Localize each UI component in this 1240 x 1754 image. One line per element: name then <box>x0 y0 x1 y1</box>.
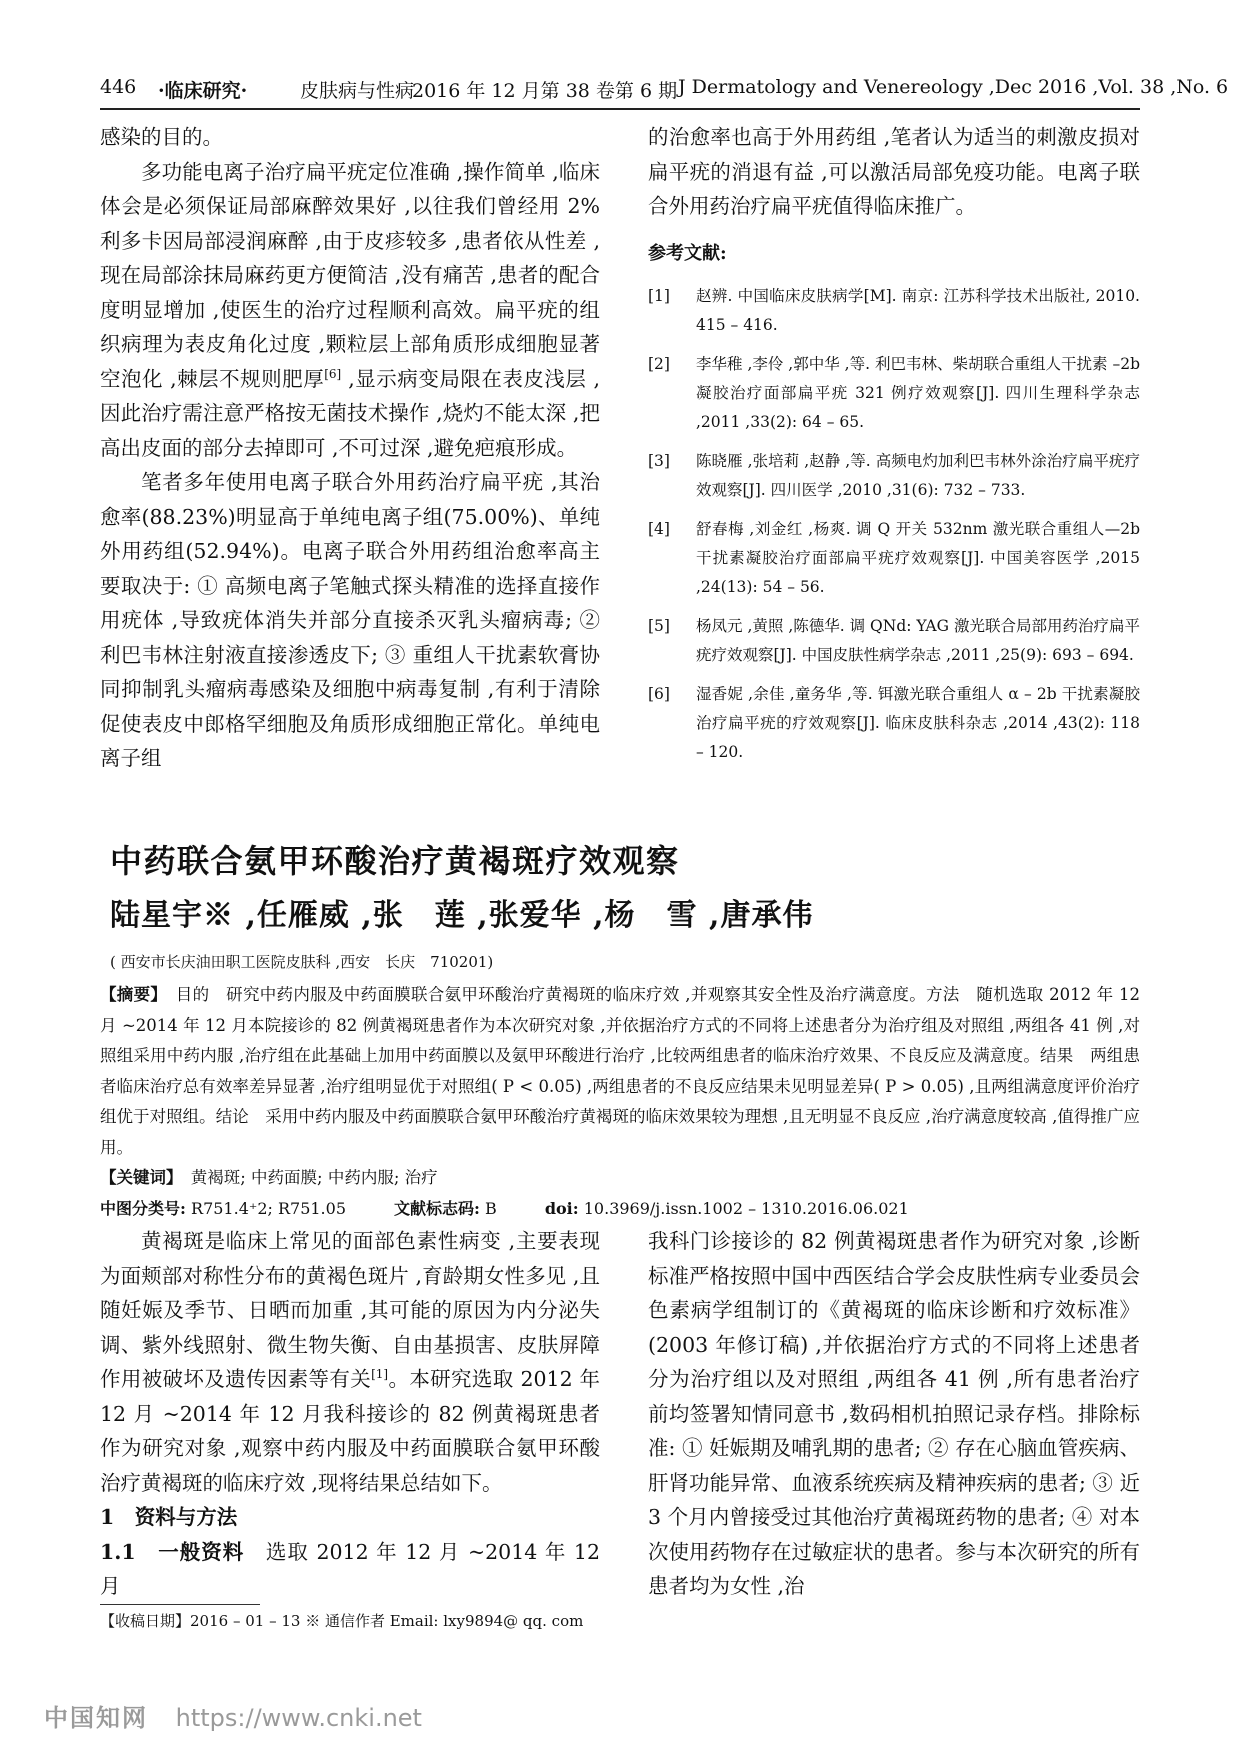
reference-number: [3] <box>648 451 670 470</box>
page-number: 446 <box>100 76 137 98</box>
prev-article-right-column <box>648 120 1140 777</box>
header-divider <box>100 108 1140 110</box>
section-label: ·临床研究· <box>158 80 248 102</box>
reference-list <box>648 282 1140 767</box>
body-paragraph: 我科门诊接诊的 82 例黄褐斑患者作为研究对象 ,诊断标准严格按照中国中西医结合学会皮肤性病专业委员会色素病学组制订的《黄褐斑的临床诊断和疗效标准》(2003 年修订稿) ,并依据治疗方式的不同将上述患者分为治疗组以及对照组 ,两组各 41 例 ,所有患者治疗前均签署知情同意书 ,数码相机拍照记录存档。排除标准: ① 妊娠期及哺乳期的患者; ② 存在心脑血管疾病、肝肾功能异常、血液系统疾病及精神疾病的患者; ③ 近 3 个月内曾接受过其他治疗黄褐斑药物的患者; ④ 对本次使用药物存在过敏症状的患者。参与本次研究的所有患者均为女性 ,治 <box>648 1229 1140 1598</box>
reference-number: [5] <box>648 616 670 635</box>
cnki-watermark <box>44 1698 422 1733</box>
reference-number: [1] <box>648 286 670 305</box>
body-paragraph: 笔者多年使用电离子联合外用药治疗扁平疣 ,其治愈率(88.23%)明显高于单纯电离子组(75.00%)、单纯外用药组(52.94%)。电离子联合外用药组治愈率高主要取决于: ① 高频电离子笔触式探头精准的选择直接作用疣体 ,导致疣体消失并部分直接杀灭乳头瘤病毒; ② 利巴韦林注射液直接渗透皮下; ③ 重组人干扰素软膏协同抑制乳头瘤病毒感染及细胞中病毒复制 ,有利于清除促使表皮中郎格罕细胞及角质形成细胞正常化。单纯电离子组 <box>100 470 600 770</box>
citation-mark: [1] <box>371 1367 389 1382</box>
keywords: 【关键词】 黄褐斑; 中药面膜; 中药内服; 治疗 <box>100 1168 438 1187</box>
reference-item <box>648 447 1140 505</box>
body-paragraph: 黄褐斑是临床上常见的面部色素性病变 ,主要表现为面颊部对称性分布的黄褐色斑片 ,育龄期女性多见 ,且随妊娠及季节、日晒而加重 ,其可能的原因为内分泌失调、紫外线照射、微生物失衡、自由基损害、皮肤屏障作用被破坏及遗传因素等有关[1]。本研究选取 2012 年 12 月 ~2014 年 12 月我科接诊的 82 例黄褐斑患者作为研究对象 ,观察中药内服及中药面膜联合氨甲环酸治疗黄褐斑的临床疗效 ,现将结果总结如下。 <box>100 1229 600 1495</box>
reference-text: 李华稚 ,李伶 ,郭中华 ,等. 利巴韦林、柴胡联合重组人干扰素 –2b 凝胶治疗面部扁平疣 321 例疗效观察[J]. 四川生理科学杂志 ,2011 ,33(2): 64 – 65. <box>696 354 1140 431</box>
reference-text: 陈晓雁 ,张培莉 ,赵静 ,等. 高频电灼加利巴韦林外涂治疗扁平疣疗效观察[J]. 四川医学 ,2010 ,31(6): 732 – 733. <box>696 451 1140 499</box>
journal-name-cn: 皮肤病与性病 <box>300 80 415 102</box>
article-title: 中药联合氨甲环酸治疗黄褐斑疗效观察 <box>110 842 680 880</box>
reference-text: 赵辨. 中国临床皮肤病学[M]. 南京: 江苏科学技术出版社, 2010. 415 – 416. <box>696 286 1140 334</box>
citation-mark: [6] <box>324 366 342 381</box>
references-heading: 参考文献: <box>648 242 727 264</box>
reference-text: 湿香妮 ,余佳 ,童务华 ,等. 铒激光联合重组人 α – 2b 干扰素凝胶治疗扁平疣的疗效观察[J]. 临床皮肤科杂志 ,2014 ,43(2): 118 – 120. <box>696 684 1140 761</box>
footnote: 【收稿日期】2016 – 01 – 13 ※ 通信作者 Email: lxy9894@ qq. com <box>100 1612 584 1630</box>
abstract-block <box>100 980 1140 1224</box>
cnki-url[interactable]: https://www.cnki.net <box>175 1704 422 1732</box>
author-affiliation: ( 西安市长庆油田职工医院皮肤科 ,西安 长庆 710201) <box>110 953 494 971</box>
reference-number: [4] <box>648 519 670 538</box>
body-paragraph: 多功能电离子治疗扁平疣定位准确 ,操作简单 ,临床体会是必须保证局部麻醉效果好 ,以往我们曾经用 2% 利多卡因局部浸润麻醉 ,由于皮疹较多 ,患者依从性差 ,现在局部涂抹局麻药更方便简洁 ,没有痛苦 ,患者的配合度明显增加 ,使医生的治疗过程顺利高效。扁平疣的组织病理为表皮角化过度 ,颗粒层上部角质形成细胞显著空泡化 ,棘层不规则肥厚[6] ,显示病变局限在表皮浅层 ,因此治疗需注意严格按无菌技术操作 ,烧灼不能太深 ,把高出皮面的部分去掉即可 ,不可过深 ,避免疤痕形成。 <box>100 159 600 460</box>
abstract-label: 【摘要】 <box>100 985 159 1004</box>
reference-text: 杨凤元 ,黄照 ,陈德华. 调 QNd: YAG 激光联合局部用药治疗扁平疣疗效观察[J]. 中国皮肤性病学杂志 ,2011 ,25(9): 693 – 694. <box>696 616 1140 664</box>
cnki-brand: 中国知网 <box>44 1704 148 1732</box>
subsection-paragraph: 1.1 一般资料 选取 2012 年 12 月 ~2014 年 12 月 <box>100 1539 600 1598</box>
article-authors: 陆星宇※ ,任雁威 ,张 莲 ,张爱华 ,杨 雪 ,唐承伟 <box>110 898 814 933</box>
keywords-label: 【关键词】 <box>100 1168 175 1187</box>
reference-item <box>648 680 1140 767</box>
reference-number: [2] <box>648 354 670 373</box>
article-body-left-column <box>100 1224 600 1604</box>
body-paragraph: 感染的目的。 <box>100 125 223 149</box>
running-header <box>100 76 1229 106</box>
footnote-divider <box>100 1604 260 1605</box>
journal-citation-en: J Dermatology and Venereology ,Dec 2016 ,Vol. 38 ,No. 6 <box>678 76 1229 98</box>
body-paragraph: 的治愈率也高于外用药组 ,笔者认为适当的刺激皮损对扁平疣的消退有益 ,可以激活局部免疫功能。电离子联合外用药治疗扁平疣值得临床推广。 <box>648 125 1140 218</box>
article-body-right-column <box>648 1224 1140 1604</box>
subsection-heading: 1.1 一般资料 <box>100 1539 245 1564</box>
classification-line: 中图分类号: R751.4⁺2; R751.05 文献标志码: B doi: 10.3969/j.issn.1002 – 1310.2016.06.021 <box>100 1198 909 1218</box>
reference-item <box>648 350 1140 437</box>
abstract: 【摘要】 目的 研究中药内服及中药面膜联合氨甲环酸治疗黄褐斑的临床疗效 ,并观察其安全性及治疗满意度。方法 随机选取 2012 年 12 月 ~2014 年 12 月本院接诊的 82 例黄褐斑患者作为本次研究对象 ,并依据治疗方式的不同将上述患者分为治疗组及对照组 ,两组各 41 例 ,对照组采用中药内服 ,治疗组在此基础上加用中药面膜以及氨甲环酸进行治疗 ,比较两组患者的临床治疗效果、不良反应及满意度。结果 两组患者临床治疗总有效率差异显著 ,治疗组明显优于对照组( P < 0.05) ,两组患者的不良反应结果未见明显差异( P > 0.05) ,且两组满意度评价治疗组优于对照组。结论 采用中药内服及中药面膜联合氨甲环酸治疗黄褐斑的临床效果较为理想 ,且无明显不良反应 ,治疗满意度较高 ,值得推广应用。 <box>100 985 1141 1157</box>
section-heading: 1 资料与方法 <box>100 1505 238 1529</box>
reference-text: 舒春梅 ,刘金红 ,杨爽. 调 Q 开关 532nm 激光联合重组人—2b 干扰素凝胶治疗面部扁平疣疗效观察[J]. 中国美容医学 ,2015 ,24(13): 54 – 56. <box>696 519 1140 596</box>
reference-number: [6] <box>648 684 670 703</box>
prev-article-left-column <box>100 120 600 776</box>
reference-item <box>648 515 1140 602</box>
journal-issue-cn: 2016 年 12 月第 38 卷第 6 期 <box>412 80 678 102</box>
reference-item <box>648 612 1140 670</box>
reference-item <box>648 282 1140 340</box>
